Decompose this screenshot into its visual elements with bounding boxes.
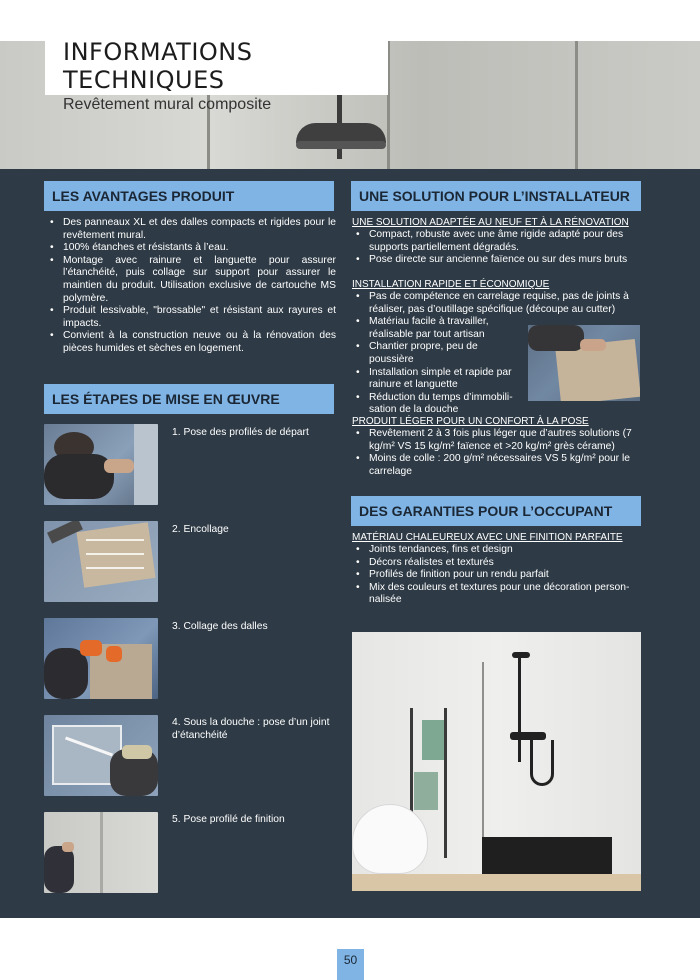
installateur-heading: UNE SOLUTION POUR L’INSTALLATEUR <box>351 181 641 211</box>
list-item: • Matériau facile à travailler, réalisable par tout artisan <box>352 316 522 341</box>
step-label: 1. Pose des profilés de départ <box>172 427 309 438</box>
step-label: 3. Collage des dalles <box>172 621 268 632</box>
page-subtitle: Revêtement mural composite <box>63 96 272 113</box>
section-title: UNE SOLUTION ADAPTÉE AU NEUF ET À LA RÉNOVATION <box>352 217 629 228</box>
list-item: • Montage avec rainure et languette pour assurer l’étanchéité, puis collage sur support pour assurer le maintien du produit. Utilisation exclusive de cartouche MS polymère. <box>46 255 336 305</box>
list-item: • Réduction du temps d’immobili-sation de la douche <box>352 392 522 417</box>
list-item: • Compact, robuste avec une âme rigide adapté pour des supports partiellement dégradés. <box>352 229 642 254</box>
list-item: • Pose directe sur ancienne faïence ou sur des murs bruts <box>352 254 642 267</box>
wall-panel <box>390 41 578 169</box>
occupant-heading: DES GARANTIES POUR L’OCCUPANT <box>351 496 641 526</box>
occupant-section <box>352 532 642 607</box>
avantages-heading: LES AVANTAGES PRODUIT <box>44 181 334 211</box>
step-1-photo <box>44 424 158 505</box>
page-title: INFORMATIONS TECHNIQUES <box>63 38 253 94</box>
page-number: 50 <box>337 949 364 980</box>
installateur-section-3 <box>352 416 642 478</box>
occupant-list <box>352 544 642 607</box>
list-item: • Joints tendances, fins et design <box>352 544 642 557</box>
installateur-list-1 <box>352 229 642 267</box>
section-title: MATÉRIAU CHALEUREUX AVEC UNE FINITION PARFAITE <box>352 532 623 543</box>
installer-photo <box>528 325 640 401</box>
step-label: 2. Encollage <box>172 524 229 535</box>
list-item: • Convient à la construction neuve ou à la rénovation des pièces humides et sèches en logement. <box>46 330 336 355</box>
installateur-section-1 <box>352 217 642 267</box>
shower-head-rim <box>296 141 386 149</box>
section-title: INSTALLATION RAPIDE ET ÉCONOMIQUE <box>352 279 550 290</box>
title-card <box>45 32 388 113</box>
list-item: • 100% étanches et résistants à l’eau. <box>46 242 336 255</box>
step-label: 5. Pose profilé de finition <box>172 814 285 825</box>
content-band <box>0 169 700 918</box>
list-item: • Chantier propre, peu de poussière <box>352 341 522 366</box>
step-3-photo <box>44 618 158 699</box>
list-item: • Pas de compétence en carrelage requise, pas de joints à réaliser, pas d’outillage spécifique (découpe au cutter) <box>352 291 642 316</box>
list-item: • Des panneaux XL et des dalles compacts et rigides pour le revêtement mural. <box>46 217 336 242</box>
list-item: • Profilés de finition pour un rendu parfait <box>352 569 642 582</box>
installateur-list-3 <box>352 428 642 478</box>
list-item: • Produit lessivable, "brossable" et résistant aux rayures et impacts. <box>46 305 336 330</box>
avantages-list <box>46 217 336 356</box>
bathroom-photo <box>352 632 641 891</box>
section-title: PRODUIT LÉGER POUR UN CONFORT À LA POSE <box>352 416 589 427</box>
list-item: • Moins de colle : 200 g/m² nécessaires VS 5 kg/m² pour le carrelage <box>352 453 642 478</box>
step-4-photo <box>44 715 158 796</box>
step-5-photo <box>44 812 158 893</box>
list-item: • Revêtement 2 à 3 fois plus léger que d’autres solutions (7 kg/m² VS 15 kg/m² faïence et >20 kg/m² grès cérame) <box>352 428 642 453</box>
step-2-photo <box>44 521 158 602</box>
list-item: • Décors réalistes et texturés <box>352 557 642 570</box>
step-label: 4. Sous la douche : pose d’un joint d’étanchéité <box>172 717 330 741</box>
list-item: • Mix des couleurs et textures pour une décoration person-nalisée <box>352 582 642 607</box>
etapes-heading: LES ÉTAPES DE MISE EN ŒUVRE <box>44 384 334 414</box>
list-item: • Installation simple et rapide par rainure et languette <box>352 367 522 392</box>
